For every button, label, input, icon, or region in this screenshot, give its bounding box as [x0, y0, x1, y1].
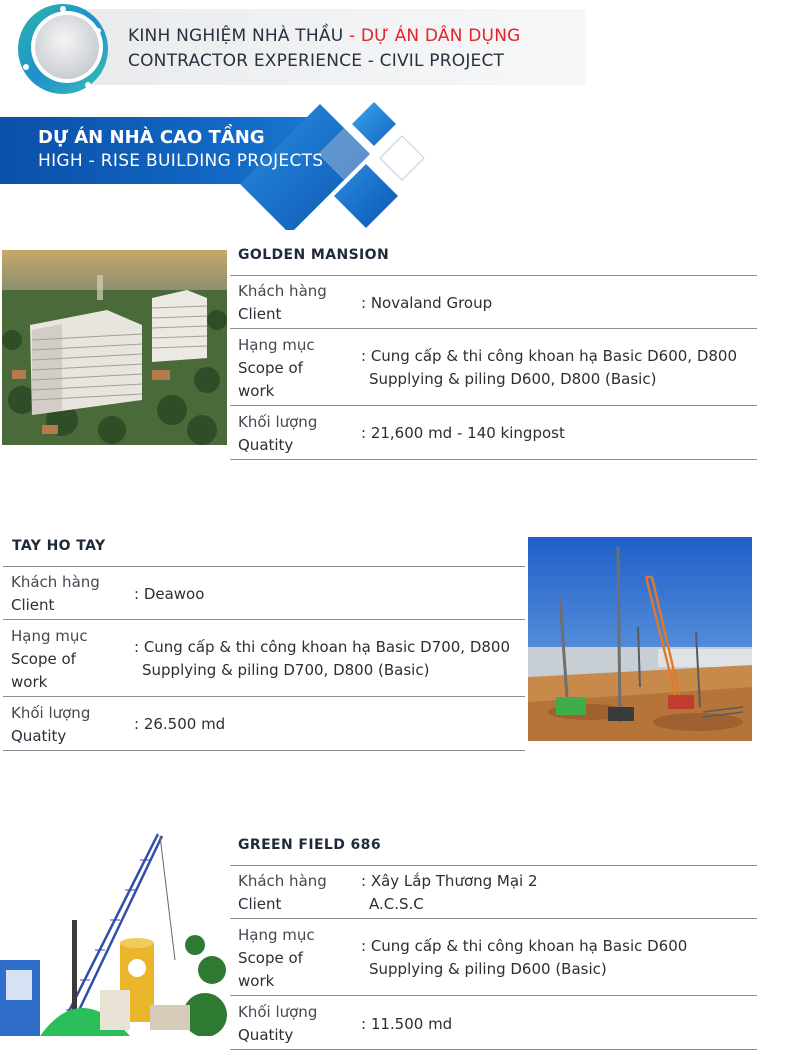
quantity-label: [238, 1001, 317, 1047]
scope-value-en: Supplying & piling D600, D800 (Basic): [369, 370, 657, 388]
project-title: GOLDEN MANSION: [238, 247, 390, 263]
divider: [3, 696, 525, 697]
scope-label: [238, 924, 315, 993]
divider: [230, 405, 757, 406]
green-field-photo: [0, 830, 227, 1036]
scope-value-en: Supplying & piling D600 (Basic): [369, 960, 607, 978]
divider: [230, 459, 757, 460]
divider: [3, 619, 525, 620]
project-title: GREEN FIELD 686: [238, 837, 381, 853]
client-label: [11, 571, 100, 617]
client-label-en: Client: [11, 596, 55, 614]
client-value-line1: : Xây Lắp Thương Mại 2: [361, 872, 538, 890]
client-value: [361, 870, 538, 916]
scope-label: [238, 334, 315, 403]
client-label-vn: Khách hàng: [238, 872, 327, 890]
project-tay-ho-tay: [3, 538, 525, 753]
scope-label-en-1: Scope of: [238, 949, 303, 967]
header-band: [60, 9, 586, 85]
quantity-value: : 26.500 md: [134, 715, 226, 733]
quantity-label-vn: Khối lượng: [238, 413, 318, 431]
quantity-label: [11, 702, 90, 748]
scope-label: [11, 625, 88, 694]
scope-value: [134, 636, 510, 682]
quantity-label-en: Quatity: [238, 1026, 294, 1044]
scope-label-vn: Hạng mục: [238, 336, 315, 354]
quantity-label-vn: Khối lượng: [11, 704, 91, 722]
scope-value: [361, 345, 737, 391]
divider: [230, 865, 757, 866]
client-label-en: Client: [238, 305, 282, 323]
scope-label-en-2: work: [238, 972, 275, 990]
project-title: TAY HO TAY: [12, 538, 106, 554]
client-label-vn: Khách hàng: [238, 282, 327, 300]
divider: [230, 328, 757, 329]
client-value-line2: A.C.S.C: [369, 895, 424, 913]
divider: [3, 566, 525, 567]
project-golden-mansion: [230, 247, 757, 462]
tay-ho-tay-photo: [528, 537, 752, 741]
header-title-vn-prefix: KINH NGHIỆM NHÀ THẦU: [128, 26, 344, 46]
quantity-value: : 21,600 md - 140 kingpost: [361, 424, 565, 442]
header-title-vn-suffix: - DỰ ÁN DÂN DỤNG: [348, 26, 521, 46]
divider: [230, 995, 757, 996]
divider: [3, 750, 525, 751]
client-label-vn: Khách hàng: [11, 573, 100, 591]
divider: [230, 918, 757, 919]
quantity-value: : 11.500 md: [361, 1015, 453, 1033]
quantity-label: [238, 411, 317, 457]
company-logo-icon: [14, 1, 112, 97]
quantity-label-en: Quatity: [238, 436, 294, 454]
client-value: : Novaland Group: [361, 294, 493, 312]
scope-label-en-2: work: [238, 382, 275, 400]
project-green-field-686: [230, 837, 757, 1052]
quantity-label-vn: Khối lượng: [238, 1003, 318, 1021]
scope-label-en-1: Scope of: [238, 359, 303, 377]
golden-mansion-photo: [2, 250, 227, 445]
section-title-vn: DỰ ÁN NHÀ CAO TẦNG: [38, 127, 265, 148]
header-title-vn: [128, 26, 521, 46]
scope-label-en-2: work: [11, 673, 48, 691]
scope-label-en-1: Scope of: [11, 650, 76, 668]
scope-label-vn: Hạng mục: [238, 926, 315, 944]
scope-value-vn: : Cung cấp & thi công khoan hạ Basic D700, D800: [134, 638, 511, 656]
client-label-en: Client: [238, 895, 282, 913]
scope-value-vn: : Cung cấp & thi công khoan hạ Basic D600: [361, 937, 688, 955]
header-title-en: CONTRACTOR EXPERIENCE - CIVIL PROJECT: [128, 51, 505, 71]
divider: [230, 1049, 757, 1050]
client-label: [238, 280, 327, 326]
divider: [230, 275, 757, 276]
scope-value: [361, 935, 687, 981]
scope-value-vn: : Cung cấp & thi công khoan hạ Basic D600, D800: [361, 347, 738, 365]
client-value: : Deawoo: [134, 585, 205, 603]
quantity-label-en: Quatity: [11, 727, 67, 745]
section-title-en: HIGH - RISE BUILDING PROJECTS: [38, 151, 324, 171]
client-label: [238, 870, 327, 916]
scope-value-en: Supplying & piling D700, D800 (Basic): [142, 661, 430, 679]
scope-label-vn: Hạng mục: [11, 627, 88, 645]
